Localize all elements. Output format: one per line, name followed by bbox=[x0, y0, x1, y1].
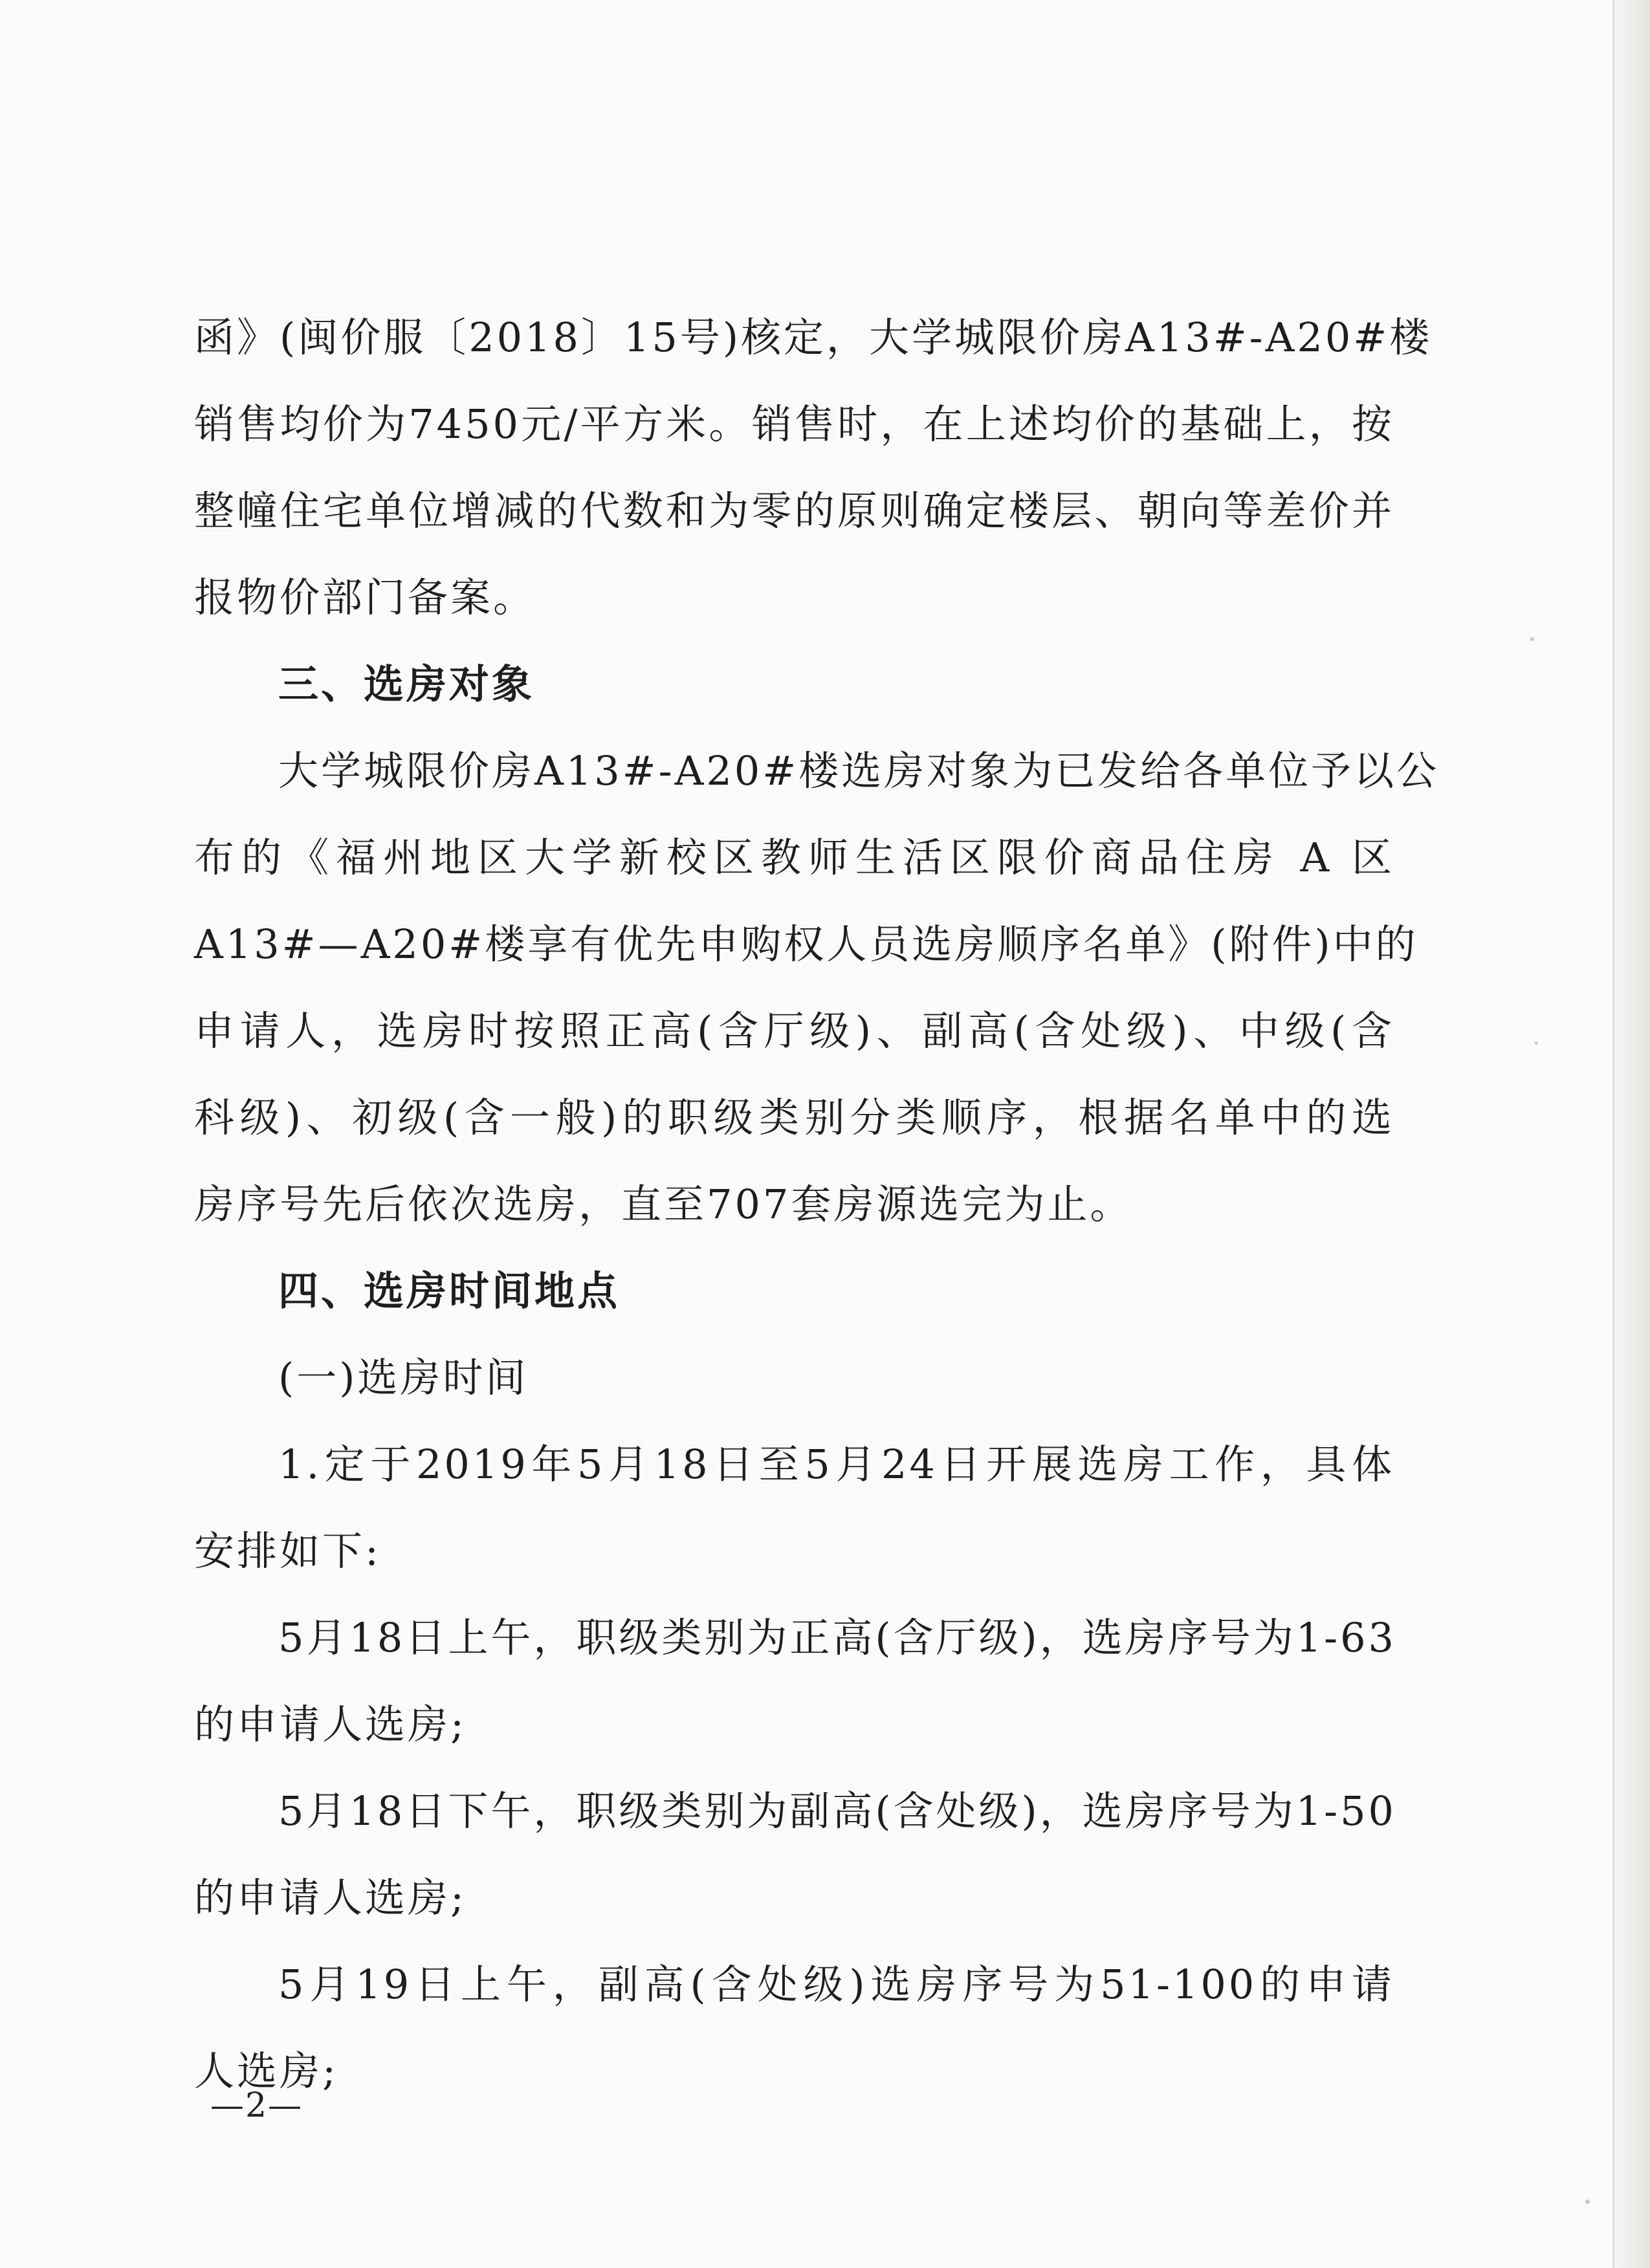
section-three-line-5: 科级)、初级(含一般)的职级类别分类顺序，根据名单中的选 bbox=[194, 1094, 1394, 1141]
page-edge-line bbox=[1613, 0, 1614, 2268]
schedule-entry-2-line-1: 5月18日下午，职级类别为副高(含处级)，选房序号为1-50 bbox=[278, 1787, 1397, 1835]
section-three-line-3: A13#—A20#楼享有优先申购权人员选房顺序名单》(附件)中的 bbox=[194, 921, 1418, 968]
schedule-entry-3-line-2: 人选房; bbox=[194, 2047, 338, 2095]
scan-speck bbox=[1530, 637, 1534, 641]
schedule-entry-1-line-1: 5月18日上午，职级类别为正高(含厅级)，选房序号为1-63 bbox=[278, 1614, 1397, 1661]
price-paragraph-line-1: 函》(闽价服〔2018〕15号)核定，大学城限价房A13#-A20#楼 bbox=[194, 314, 1433, 361]
section-three-heading: 三、选房对象 bbox=[278, 660, 535, 708]
section-three-line-6: 房序号先后依次选房，直至707套房源选完为止。 bbox=[194, 1181, 1133, 1228]
price-paragraph-line-2: 销售均价为7450元/平方米。销售时，在上述均价的基础上，按 bbox=[194, 400, 1394, 448]
scan-speck bbox=[1585, 2199, 1590, 2204]
schedule-entry-2-line-2: 的申请人选房; bbox=[194, 1874, 467, 1921]
schedule-entry-3-line-1: 5月19日上午，副高(含处级)选房序号为51-100的申请 bbox=[278, 1961, 1394, 2008]
section-four-item1-line-1: 1.定于2019年5月18日至5月24日开展选房工作，具体 bbox=[278, 1441, 1394, 1488]
page-number: —2— bbox=[210, 2086, 303, 2125]
section-three-line-1: 大学城限价房A13#-A20#楼选房对象为已发给各单位予以公 bbox=[278, 747, 1440, 794]
price-paragraph-line-4: 报物价部门备案。 bbox=[194, 574, 536, 621]
page-edge-shadow bbox=[1611, 0, 1650, 2268]
document-body bbox=[194, 294, 1440, 2115]
section-four-item1-line-2: 安排如下: bbox=[194, 1527, 381, 1575]
section-four-subheading: (一)选房时间 bbox=[278, 1354, 529, 1401]
price-paragraph-line-3: 整幢住宅单位增减的代数和为零的原则确定楼层、朝向等差价并 bbox=[194, 487, 1394, 534]
section-three-line-2: 布的《福州地区大学新校区教师生活区限价商品住房 A 区 bbox=[194, 834, 1394, 881]
schedule-entry-1-line-2: 的申请人选房; bbox=[194, 1701, 467, 1748]
section-four-heading: 四、选房时间地点 bbox=[278, 1267, 621, 1314]
scan-speck bbox=[1535, 1041, 1538, 1045]
section-three-line-4: 申请人，选房时按照正高(含厅级)、副高(含处级)、中级(含 bbox=[194, 1007, 1394, 1054]
